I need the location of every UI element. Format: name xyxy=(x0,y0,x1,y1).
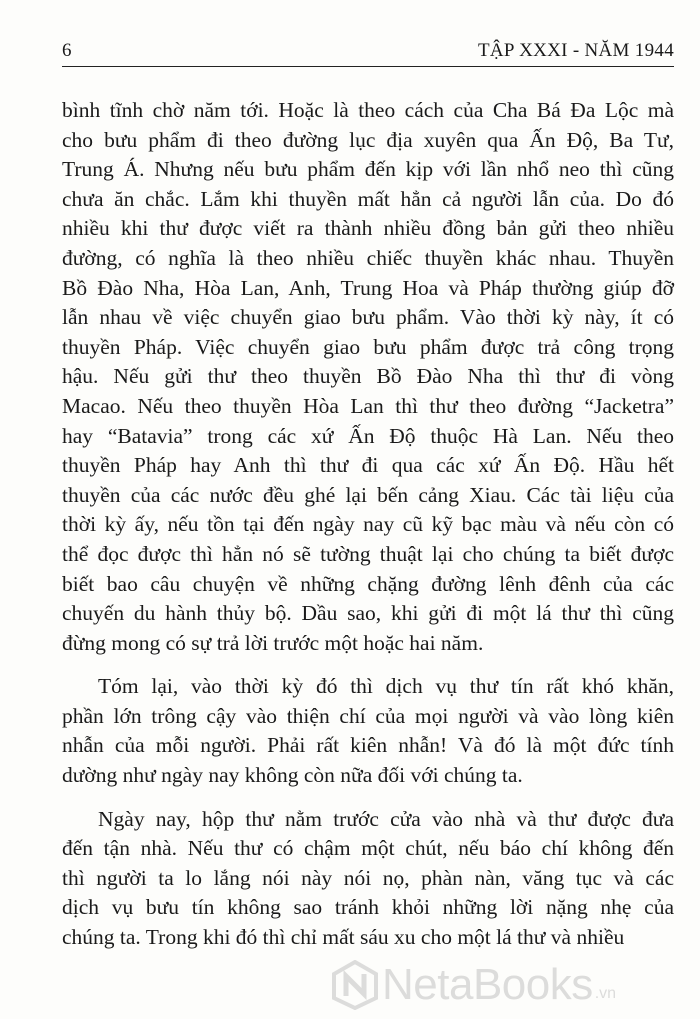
text-line: thuyền Pháp hay Anh thì thư đi qua các xứ Ấn Độ. Hầu hết xyxy=(62,453,674,478)
text-line: hay “Batavia” trong các xứ Ấn Độ thuộc Hà Lan. Nếu theo xyxy=(62,423,674,448)
text-line: biết bao câu chuyện về những chặng đường lênh đênh của các xyxy=(62,571,674,596)
running-header xyxy=(62,40,674,67)
page-number: 6 xyxy=(62,40,72,61)
netabooks-watermark xyxy=(332,957,682,1013)
text-line: Trung Á. Nhưng nếu bưu phẩm đến kịp với lần nhổ neo thì cũng xyxy=(62,157,674,182)
text-line: phần lớn trông cậy vào thiện chí của mọi người và vào lòng kiên xyxy=(62,703,674,728)
text-line: dịch vụ bưu tín không sao tránh khỏi những lời nặng nhẹ của xyxy=(62,895,674,920)
text-line: Ngày nay, hộp thư nằm trước cửa vào nhà và thư được đưa xyxy=(98,806,674,831)
text-line: nhẫn của mỗi người. Phải rất kiên nhẫn! Và đó là một đức tính xyxy=(62,733,674,758)
text-line: dường như ngày nay không còn nữa đối với chúng ta. xyxy=(62,763,523,788)
paragraph xyxy=(62,96,674,658)
text-line: lẫn nhau về việc chuyển giao bưu phẩm. Vào thời kỳ này, ít có xyxy=(62,305,674,330)
text-line: bình tĩnh chờ năm tới. Hoặc là theo cách của Cha Bá Đa Lộc mà xyxy=(62,98,674,122)
text-line: Macao. Nếu theo thuyền Hòa Lan thì thư theo đường “Jacketra” xyxy=(62,393,674,418)
text-line: chuyến du hành thủy bộ. Dầu sao, khi gửi đi một lá thư thì cũng xyxy=(62,601,674,626)
text-line: thì người ta lo lắng nói này nói nọ, phàn nàn, văng tục và các xyxy=(62,865,674,890)
text-line: thuyền Pháp. Việc chuyển giao bưu phẩm được trả công trọng xyxy=(62,334,674,359)
text-line: đừng mong có sự trả lời trước một hoặc hai năm. xyxy=(62,630,484,655)
watermark-brand: NetaBooks xyxy=(382,960,593,1009)
netabooks-logo-icon xyxy=(332,960,378,1010)
text-line: Tóm lại, vào thời kỳ đó thì dịch vụ thư tín rất khó khăn, xyxy=(98,674,674,699)
text-line: hậu. Nếu gửi thư theo thuyền Bồ Đào Nha thì thư đi vòng xyxy=(62,364,674,389)
text-line: đến tận nhà. Nếu thư có chậm một chút, nếu báo chí không đến xyxy=(62,836,674,861)
text-line: thuyền của các nước đều ghé lại bến cảng Xiau. Các tài liệu của xyxy=(62,482,674,507)
text-line: chưa ăn chắc. Lắm khi thuyền mất hẳn cả người lẫn của. Do đó xyxy=(62,186,674,211)
text-line: Bồ Đào Nha, Hòa Lan, Anh, Trung Hoa và Pháp thường giúp đỡ xyxy=(62,275,674,300)
body-text xyxy=(62,96,674,953)
paragraph xyxy=(62,672,674,790)
paragraph xyxy=(62,805,674,953)
text-line: thời kỳ ấy, nếu tồn tại đến ngày nay cũ kỹ bạc màu và nếu còn có xyxy=(62,512,674,537)
text-line: thể đọc được thì hẳn nó sẽ tường thuật lại cho chúng ta biết được xyxy=(62,541,674,566)
watermark-tld: .vn xyxy=(594,985,617,1002)
text-line: nhiều khi thư được viết ra thành nhiều đồng bản gửi theo nhiều xyxy=(62,216,674,241)
paragraph-gap xyxy=(62,658,674,672)
text-line: cho bưu phẩm đi theo đường lục địa xuyên qua Ấn Độ, Ba Tư, xyxy=(62,127,674,152)
text-line: đường, có nghĩa là theo nhiều chiếc thuyền khác nhau. Thuyền xyxy=(62,245,674,270)
paragraph-gap xyxy=(62,791,674,805)
text-line: chúng ta. Trong khi đó thì chỉ mất sáu xu cho một lá thư và nhiều xyxy=(62,925,625,950)
running-title: TẬP XXXI - NĂM 1944 xyxy=(477,40,674,61)
